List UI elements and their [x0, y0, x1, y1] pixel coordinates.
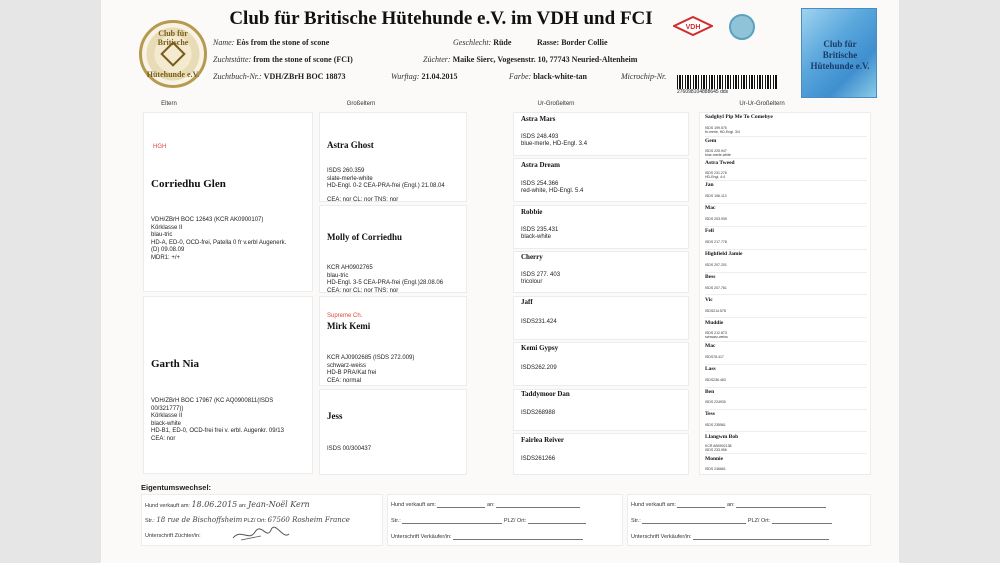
col-parents: Eltern [161, 101, 177, 107]
ggg-divider [705, 317, 867, 318]
ggg-line: ISDS 225.947 [705, 149, 727, 153]
ggg-divider [705, 272, 867, 273]
ggg-name: Ben [705, 389, 715, 395]
buyer-line [736, 502, 826, 508]
date-line [677, 502, 725, 508]
dog-name: Eòs from the stone of scone [236, 38, 330, 47]
whelped-label: Wurftag: [391, 72, 420, 81]
grandparent-line: HD-B PRA/Kat frei [327, 370, 377, 376]
ggg-divider [705, 453, 867, 454]
ggg-line: ISDS 246661 [705, 467, 726, 471]
club-seal-logo [139, 20, 207, 88]
ggg-line: ISDS 233.956 [705, 448, 727, 452]
grandparent-line: ISDS 260.359 [327, 168, 365, 174]
sire-line: MDR1: +/+ [151, 254, 181, 261]
sire-line: (D) 09.08.09 [151, 247, 185, 253]
ggg-name: Monnie [705, 456, 724, 462]
ggg-info [705, 467, 726, 471]
ggg-line: ISDS 203.939 [705, 217, 727, 221]
sire-info [151, 217, 286, 262]
dam-line: VDH/ZBrH BOC 17967 (KC AQ0900811(ISDS [151, 398, 274, 404]
grandparent-name: Molly of Corriedhu [327, 232, 402, 242]
address-row-3 [631, 518, 832, 524]
dam-name: Garth Nia [151, 358, 199, 370]
address-row-1 [145, 516, 350, 524]
ggg-info [705, 400, 726, 404]
ggg-line: ISDS214.578 [705, 309, 726, 313]
color-row [509, 72, 587, 81]
kennel-value: from the stone of scone (FCI) [253, 55, 353, 64]
great-grandparent-line: ISDS268988 [521, 410, 556, 416]
whelped-row [391, 72, 457, 81]
sale-row-1 [145, 500, 310, 509]
city-label: PLZ/ Ort: [747, 518, 771, 524]
great-grandparent-info [521, 319, 557, 326]
great-grandparent-line: ISDS 254.366 [521, 181, 559, 187]
ggg-name: Llangwm Bob [705, 434, 739, 440]
seller-signature-label: Unterschrift Verkäufer/in: [631, 534, 692, 540]
breeder-value: Maike Sierc, Vogesenstr. 10, 77743 Neuried-Altenheim [452, 55, 638, 64]
great-grandparent-line: ISDS 277. 403 [521, 272, 561, 278]
ggg-info [705, 194, 727, 198]
buyer-line [496, 502, 580, 508]
whelped-value: 21.04.2015 [421, 72, 458, 81]
street-label: Str.: [391, 518, 401, 524]
great-grandparent-info [521, 272, 560, 286]
great-grandparent-line: tricolour [521, 279, 543, 285]
ggg-line: blue-merle-white [705, 153, 731, 157]
color-value: black-white-tan [533, 72, 587, 81]
grandparent-line: HD-Engl. 3-5 CEA-PRA-frei (Engl.)28.08.06 [327, 280, 444, 286]
dog-name-row [213, 38, 329, 47]
ggg-name: Mac [705, 205, 716, 211]
studbook-value: VDH/ZBrH BOC 18873 [263, 72, 346, 81]
sire-line: blau-tric [151, 232, 173, 238]
grandparent-line: ISDS 00/300437 [327, 446, 372, 452]
ggg-info [705, 240, 727, 244]
buyer-name: Jean-Noël Kern [248, 500, 310, 509]
dam-line: 00/321777)) [151, 405, 184, 412]
ggg-info [705, 423, 726, 427]
to-label: an: [487, 502, 495, 508]
ggg-name: Jan [705, 182, 714, 188]
great-grandparent-name: Cherry [521, 253, 543, 261]
date-line [437, 502, 485, 508]
ggg-divider [705, 158, 867, 159]
sire-line: VDH/ZBrH BOC 12643 (KCR AK0900107) [151, 217, 264, 223]
dam-line: HD-B1, ED-0, OCD-frei frei v. erbl. Augenkr. 09/13 [151, 428, 284, 434]
ggg-info [705, 444, 731, 452]
great-grandparent-name: Kemi Gypsy [521, 344, 559, 352]
kennel-label: Zuchtstätte: [213, 55, 252, 64]
dam-line: CEA: nor [151, 435, 176, 442]
ggg-divider [705, 294, 867, 295]
fci-logo-icon [729, 14, 755, 40]
grandparent-line: schwarz-weiss [327, 362, 367, 369]
great-grandparent-line: black-white [521, 234, 552, 240]
signature-scribble-icon [231, 526, 291, 544]
kennel-row [213, 55, 353, 64]
ggg-line: ISDS 217.778 [705, 240, 727, 244]
street-line [642, 518, 746, 524]
city-line [772, 518, 832, 524]
sale-row-2 [391, 502, 580, 508]
ggg-line: tri-merle, HD-Engl. 3/4 [705, 130, 740, 134]
ggg-name: Bess [705, 274, 716, 280]
grandparent-line: CEA: nor CL: nor TNS: nor [327, 196, 399, 203]
ggg-line: ISDS 196.113 [705, 194, 727, 198]
ggg-line: schwarz-weiss [705, 335, 728, 339]
ggg-info [705, 149, 731, 157]
to-label: an: [727, 502, 735, 508]
ggg-info [705, 286, 727, 290]
barcode-icon [677, 75, 777, 89]
grandparent-line: CEA: normal [327, 377, 362, 384]
to-label: an: [238, 503, 247, 509]
col-grandparents: Großeltern [346, 101, 376, 107]
ggg-line: ISDS 199.576 [705, 126, 727, 130]
sire-line: Körklasse II [151, 224, 183, 231]
dam-line: Körklasse II [151, 413, 183, 419]
col-great-grandparents: Ur-Großeltern [537, 101, 575, 107]
great-grandparent-name: Robbie [521, 208, 543, 216]
pedigree-document [101, 0, 899, 563]
great-grandparent-info [521, 227, 558, 241]
ggg-divider [705, 226, 867, 227]
grandparent-title: Supreme Ch. [327, 313, 363, 319]
great-grandparent-line: ISDS262.209 [521, 365, 557, 371]
dam-line: black-white [151, 420, 182, 427]
great-grandparent-info [521, 181, 583, 195]
grandparent-line: KCR AJ0902685 (ISDS 272.009) [327, 355, 415, 361]
vdh-label: VDH [685, 24, 701, 31]
ggg-name: Gem [705, 138, 717, 144]
ggg-divider [705, 136, 867, 137]
grandparent-box [319, 389, 467, 475]
city-label: PLZ/ Ort: [503, 518, 527, 524]
ggg-line: ISDS 231.276 [705, 171, 727, 175]
ggg-name: Highfield Jamie [705, 251, 743, 257]
ggg-divider [705, 341, 867, 342]
studbook-row [213, 72, 345, 81]
signature-row-3 [631, 534, 829, 540]
vdh-logo-icon [673, 16, 713, 36]
city-label: PLZ/ Ort: [243, 518, 267, 524]
ggg-line: ISDS 212.873 [705, 331, 727, 335]
grandparent-line: slate-merle-white [327, 175, 373, 182]
signature-row-2 [391, 534, 583, 540]
city-line [528, 518, 586, 524]
great-grandparent-line: red-white, HD-Engl. 5.4 [521, 188, 584, 194]
ggg-name: Mac [705, 343, 716, 349]
grandparent-info [327, 168, 445, 204]
great-grandparent-name: Astra Dream [521, 161, 560, 169]
ggg-info [705, 309, 726, 313]
great-grandparent-line: ISDS 248.493 [521, 134, 559, 140]
grandparent-line: KCR AH0902765 [327, 265, 373, 271]
grandparent-line: blau-tric [327, 272, 349, 279]
great-grandparent-info [521, 365, 557, 372]
ggg-info [705, 331, 728, 339]
parent-box-sire [143, 112, 313, 292]
sire-title: HGH [153, 144, 167, 150]
dam-info [151, 398, 284, 443]
breed-label: Rasse: [537, 38, 560, 47]
address-row-2 [391, 518, 586, 524]
breeder-signature-label: Unterschrift Züchter/in: [145, 533, 201, 539]
breed-row [537, 38, 608, 47]
sex-value: Rüde [493, 38, 512, 47]
great-grandparent-name: Taddymoor Dan [521, 390, 570, 398]
ggg-divider [705, 387, 867, 388]
ggg-name: Sadghyl Pip Me To Comebye [705, 114, 773, 120]
signature-line [693, 534, 829, 540]
grandparent-name: Astra Ghost [327, 140, 374, 150]
street-label: Str.: [631, 518, 641, 524]
ggg-name: Fell [705, 228, 714, 234]
street-line [402, 518, 502, 524]
great-grandparent-line: ISDS261266 [521, 456, 556, 462]
great-grandparent-line: ISDS231.424 [521, 319, 557, 325]
grandparent-info [327, 265, 443, 295]
breed-value: Border Collie [561, 38, 608, 47]
seller-signature-label: Unterschrift Verkäufer/in: [391, 534, 452, 540]
club-title: Club für Britische Hütehunde e.V. im VDH und FCI [229, 8, 653, 29]
breeder-row [423, 55, 637, 64]
microchip-label: Microchip-Nr. [621, 72, 667, 81]
grandparent-name: Jess [327, 411, 343, 421]
color-label: Farbe: [509, 72, 532, 81]
sold-label: Hund verkauft am: [391, 502, 436, 508]
ggg-line: ISDS 235561 [705, 423, 726, 427]
grandparent-info [327, 446, 371, 454]
great-grandparent-name: Fairlea Reiver [521, 436, 564, 444]
ggg-name: Vic [705, 297, 713, 303]
signature-row-1 [145, 533, 201, 539]
grandparent-info [327, 355, 414, 385]
logo-text-bottom: Hütehunde e.V. [146, 70, 200, 79]
signature-line [453, 534, 583, 540]
sold-date: 18.06.2015 [191, 500, 238, 509]
ggg-divider [705, 409, 867, 410]
parent-box-dam [143, 296, 313, 474]
barcode-number: 276098104888645 ddx [677, 89, 729, 95]
breeder-label: Züchter: [423, 55, 451, 64]
grandparent-line: CEA: nor CL: nor TNS: nor [327, 287, 399, 294]
ggg-info [705, 355, 724, 359]
ggg-divider [705, 203, 867, 204]
logo-text-top: Club für Britische [157, 29, 189, 47]
ggg-name: Lass [705, 366, 716, 372]
ggg-info [705, 217, 727, 221]
sold-label: Hund verkauft am: [631, 502, 676, 508]
col-great-great-grandparents: Ur-Ur-Großeltern [739, 101, 785, 107]
ggg-info [705, 378, 726, 382]
ggg-name: Tess [705, 411, 715, 417]
great-grandparent-info [521, 456, 555, 463]
great-grandparent-info [521, 410, 555, 417]
great-grandparent-name: Jaff [521, 298, 533, 306]
great-grandparent-box [513, 296, 689, 340]
street-value: 18 rue de Bischoffsheim [156, 516, 243, 524]
hologram-seal [801, 8, 877, 98]
great-grandparent-line: ISDS 235.431 [521, 227, 559, 233]
ownership-title: Eigentumswechsel: [141, 483, 212, 492]
ggg-line: KCR AB0902138 [705, 444, 732, 448]
grandparent-line: HD-Engl. 0-2 CEA-PRA-frei (Engl.) 21.08.04 [327, 183, 445, 189]
street-label: Str.: [145, 518, 155, 524]
sex-label: Geschlecht: [453, 38, 492, 47]
ggg-divider [705, 249, 867, 250]
great-grandparent-line: blue-merle, HD-Engl. 3.4 [521, 141, 588, 147]
ggg-name: Muddie [705, 320, 724, 326]
ggg-info [705, 126, 740, 134]
sire-line: HD-A, ED-0, OCD-frei, Patella 0 fr v.erbl Augenerk. [151, 239, 287, 246]
grandparent-name: Mirk Kemi [327, 321, 371, 331]
great-grandparent-info [521, 134, 587, 148]
ggg-info [705, 171, 727, 179]
sold-label: Hund verkauft am: [145, 503, 190, 509]
microchip-row [621, 72, 666, 81]
sire-name: Corriedhu Glen [151, 178, 226, 190]
sale-row-3 [631, 502, 826, 508]
city-value: 67560 Rosheim France [267, 516, 350, 524]
ggg-line: HD-Engl. 4:4 [705, 175, 726, 179]
ggg-info [705, 263, 727, 267]
great-grandparent-name: Astra Mars [521, 115, 556, 123]
name-label: Name: [213, 38, 235, 47]
ggg-line: ISDS 207.201 [705, 263, 727, 267]
sex-row [453, 38, 511, 47]
ggg-divider [705, 431, 867, 432]
ggg-divider [705, 364, 867, 365]
ggg-line: ISDS 207.761 [705, 286, 727, 290]
ggg-line: ISDS 224930 [705, 400, 726, 404]
hologram-text: Club für Britische Hütehunde e.V. [810, 39, 870, 71]
studbook-label: Zuchtbuch-Nr.: [213, 72, 262, 81]
ggg-line: ISDS236.463 [705, 378, 726, 382]
ggg-name: Astra Tweed [705, 160, 735, 166]
ggg-divider [705, 180, 867, 181]
ggg-line: ISDS78.417 [705, 355, 724, 359]
